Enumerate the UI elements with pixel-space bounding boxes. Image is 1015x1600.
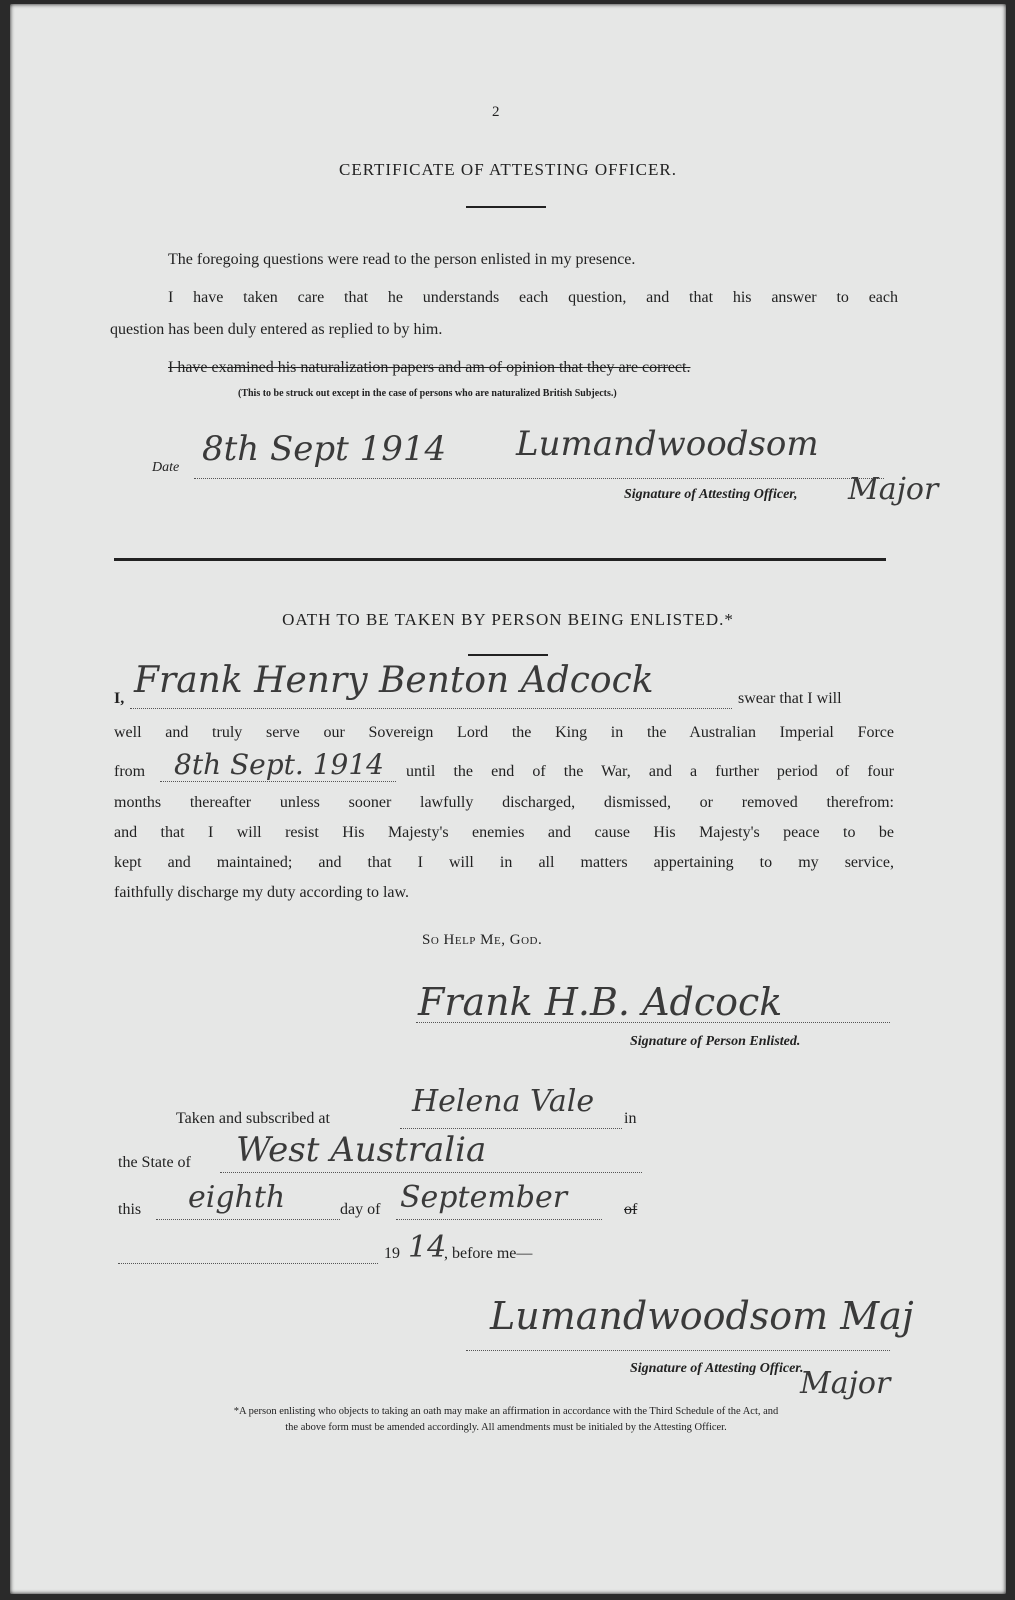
certificate-para-3-struck: I have examined his naturalization papers and am of opinion that they are correct. xyxy=(168,359,691,376)
oath-title: OATH TO BE TAKEN BY PERSON BEING ENLISTED.* xyxy=(282,610,734,629)
state-line xyxy=(220,1172,642,1173)
footnote-line-2: the above form must be amended accordingly. All amendments must be initialed by the Attesting Officer. xyxy=(285,1422,727,1433)
certificate-officer-signature: Lumandwoodsom xyxy=(516,424,819,464)
year-handwritten: 14 xyxy=(408,1230,447,1265)
certificate-title: CERTIFICATE OF ATTESTING OFFICER. xyxy=(338,160,677,179)
footnote-line-1: *A person enlisting who objects to taking an oath may make an affirmation in accordance with the Third Schedule of the Act, and xyxy=(233,1406,779,1417)
oath-line-6: kept and maintained; and that I will in all matters appertaining to my service, xyxy=(114,854,894,871)
certificate-para-2a: I have taken care that he understands each question, and that his answer to each xyxy=(168,289,898,306)
final-officer-rank: Major xyxy=(800,1366,891,1401)
month-handwritten: September xyxy=(400,1180,568,1215)
state-handwritten: West Australia xyxy=(236,1130,487,1170)
day-line xyxy=(156,1219,340,1220)
day-handwritten: eighth xyxy=(188,1180,286,1215)
section-separator xyxy=(114,558,886,561)
oath-line-5: and that I will resist His Majesty's enemies and cause His Majesty's peace to be xyxy=(114,824,894,841)
day-of-label: day of xyxy=(340,1201,381,1218)
enlistee-name-handwritten: Frank Henry Benton Adcock xyxy=(134,660,654,701)
name-line xyxy=(130,708,732,709)
title-divider xyxy=(466,206,546,208)
oath-closing: So Help Me, God. xyxy=(422,932,543,948)
place-handwritten: Helena Vale xyxy=(412,1084,595,1119)
certificate-signature-label: Signature of Attesting Officer, xyxy=(624,487,798,502)
certificate-para-1: The foregoing questions were read to the person enlisted in my presence. xyxy=(168,251,636,268)
document-page xyxy=(10,4,1006,1594)
before-me-label: , before me— xyxy=(444,1245,533,1262)
certificate-date-handwritten: 8th Sept 1914 xyxy=(202,429,447,469)
enlisted-signature-handwritten: Frank H.B. Adcock xyxy=(418,980,783,1024)
year-prefix: 19 xyxy=(384,1245,400,1262)
from-date-handwritten: 8th Sept. 1914 xyxy=(174,748,384,781)
certificate-officer-rank: Major xyxy=(848,472,939,507)
certificate-note: (This to be struck out except in the case of persons who are naturalized British Subjects.) xyxy=(238,388,617,399)
oath-title-divider xyxy=(468,654,548,656)
final-signature-line xyxy=(466,1350,890,1351)
oath-line-3-end: until the end of the War, and a further period of four xyxy=(406,763,894,780)
place-line xyxy=(400,1128,622,1129)
year-blank-line xyxy=(118,1263,378,1264)
oath-line-2: well and truly serve our Sovereign Lord the King in the Australian Imperial Force xyxy=(114,724,894,741)
final-signature-label: Signature of Attesting Officer. xyxy=(630,1361,804,1376)
this-label: this xyxy=(118,1201,142,1218)
month-line xyxy=(396,1219,602,1220)
taken-label: Taken and subscribed at xyxy=(176,1110,330,1127)
of-label-struck: of xyxy=(624,1201,638,1218)
oath-line-4: months thereafter unless sooner lawfully discharged, dismissed, or removed therefrom: xyxy=(114,794,894,811)
certificate-para-2b: question has been duly entered as replied to by him. xyxy=(110,321,443,338)
in-label: in xyxy=(624,1110,637,1127)
oath-line-1-end: swear that I will xyxy=(738,690,842,707)
date-label: Date xyxy=(152,460,180,475)
state-label: the State of xyxy=(118,1154,191,1171)
date-signature-line xyxy=(194,478,884,479)
enlisted-signature-label: Signature of Person Enlisted. xyxy=(630,1034,801,1049)
from-date-line xyxy=(160,781,396,782)
page-number: 2 xyxy=(492,104,500,120)
final-officer-signature: Lumandwoodsom Maj xyxy=(490,1294,914,1338)
from-label: from xyxy=(114,763,146,780)
oath-line-7: faithfully discharge my duty according to law. xyxy=(114,884,410,901)
oath-pronoun: I, xyxy=(114,690,125,707)
